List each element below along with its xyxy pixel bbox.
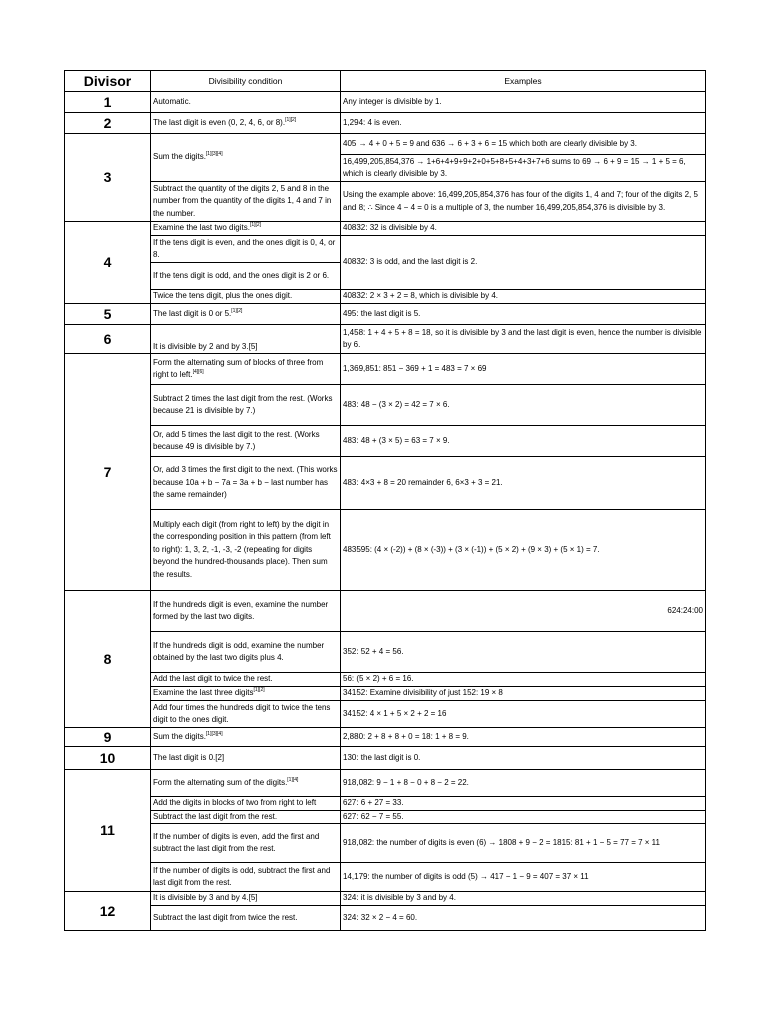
example-cell: 40832: 32 is divisible by 4.	[341, 222, 706, 236]
condition-cell: If the hundreds digit is odd, examine the number obtained by the last two digits plus 4.	[151, 632, 341, 673]
condition-text: Form the alternating sum of the digits.	[153, 777, 288, 787]
example-cell: 352: 52 + 4 = 56.	[341, 632, 706, 673]
example-cell: 34152: 4 × 1 + 5 × 2 + 2 = 16	[341, 701, 706, 728]
example-cell: 16,499,205,854,376 → 1+6+4+9+9+2+0+5+8+5+4+3+7+6 sums to 69 → 6 + 9 = 15 → 1 + 5 = 6, which is clearly divisible by 3.	[341, 155, 706, 182]
citation: [1][3][4]	[205, 151, 223, 158]
table-row	[65, 222, 706, 236]
example-cell: 1,294: 4 is even.	[341, 113, 706, 134]
example-cell: 483: 48 + (3 × 5) = 63 = 7 × 9.	[341, 426, 706, 457]
example-cell: 324: 32 × 2 − 4 = 60.	[341, 906, 706, 931]
citation: [1][2]	[231, 307, 243, 314]
condition-cell: Or, add 5 times the last digit to the rest. (Works because 49 is divisible by 7.)	[151, 426, 341, 457]
condition-cell	[151, 304, 341, 325]
condition-text: Form the alternating sum of blocks of three from right to left.	[153, 357, 324, 379]
table-row	[65, 385, 706, 426]
table-row	[65, 134, 706, 155]
example-cell: 918,082: the number of digits is even (6) → 1808 + 9 − 2 = 1815: 81 + 1 − 5 = 77 = 7 × 11	[341, 824, 706, 863]
table-row	[65, 770, 706, 797]
header-divisor: Divisor	[65, 71, 151, 92]
condition-text: Examine the last two digits.	[153, 223, 250, 233]
citation: [1][4]	[287, 776, 299, 783]
condition-cell	[151, 728, 341, 747]
citation: [1][2]	[249, 222, 262, 229]
condition-cell: Add four times the hundreds digit to twice the tens digit to the ones digit.	[151, 701, 341, 728]
example-cell: 627: 62 − 7 = 55.	[341, 810, 706, 824]
example-cell: Any integer is divisible by 1.	[341, 92, 706, 113]
table-row	[65, 906, 706, 931]
divisor-cell: 1	[65, 92, 151, 113]
condition-cell	[151, 113, 341, 134]
divisor-cell: 12	[65, 892, 151, 931]
table-row	[65, 747, 706, 770]
divisor-cell: 8	[65, 591, 151, 728]
table-row	[65, 236, 706, 263]
citation: [1][2]	[285, 116, 297, 123]
condition-cell: Add the last digit to twice the rest.	[151, 673, 341, 687]
table-row	[65, 824, 706, 863]
condition-cell: Multiply each digit (from right to left) by the digit in the corresponding position in this pattern (from left to right): 1, 3, 2, -1, -3, -2 (repeating for digits beyond the hundred-thousands place). Then sum the results.	[151, 510, 341, 591]
table-row	[65, 92, 706, 113]
condition-cell	[151, 134, 341, 182]
example-cell: 483: 48 − (3 × 2) = 42 = 7 × 6.	[341, 385, 706, 426]
example-cell: 14,179: the number of digits is odd (5) → 417 − 1 − 9 = 407 = 37 × 11	[341, 863, 706, 892]
condition-cell: Or, add 3 times the first digit to the next. (This works because 10a + b − 7a = 3a + b − last number has the same remainder)	[151, 457, 341, 510]
header-examples: Examples	[341, 71, 706, 92]
divisor-cell: 6	[65, 325, 151, 354]
condition-text: Sum the digits.	[153, 731, 206, 741]
condition-cell: Twice the tens digit, plus the ones digit.	[151, 290, 341, 304]
condition-cell: If the hundreds digit is even, examine the number formed by the last two digits.	[151, 591, 341, 632]
table-row	[65, 701, 706, 728]
condition-cell: Subtract the quantity of the digits 2, 5 and 8 in the number from the quantity of the digits 1, 4 and 7 in the number.	[151, 182, 341, 222]
table-row	[65, 426, 706, 457]
condition-cell: The last digit is 0.[2]	[151, 747, 341, 770]
condition-cell: Subtract 2 times the last digit from the rest. (Works because 21 is divisible by 7.)	[151, 385, 341, 426]
table-row	[65, 892, 706, 906]
table-row	[65, 304, 706, 325]
example-cell: 627: 6 + 27 = 33.	[341, 797, 706, 811]
condition-cell: Add the digits in blocks of two from right to left	[151, 797, 341, 811]
condition-cell: If the tens digit is even, and the ones digit is 0, 4, or 8.	[151, 236, 341, 263]
table-row	[65, 113, 706, 134]
table-row	[65, 354, 706, 385]
condition-text: Sum the digits.	[153, 152, 206, 162]
table-row	[65, 728, 706, 747]
condition-cell	[151, 354, 341, 385]
header-row	[65, 71, 706, 92]
citation: [1][2]	[253, 687, 265, 694]
example-cell: 40832: 3 is odd, and the last digit is 2.	[341, 236, 706, 290]
condition-cell: If the number of digits is even, add the first and subtract the last digit from the rest.	[151, 824, 341, 863]
table-row	[65, 182, 706, 222]
condition-cell: It is divisible by 2 and by 3.[5]	[151, 325, 341, 354]
condition-cell: Subtract the last digit from twice the rest.	[151, 906, 341, 931]
condition-cell: If the number of digits is odd, subtract the first and last digit from the rest.	[151, 863, 341, 892]
condition-cell: Subtract the last digit from the rest.	[151, 810, 341, 824]
divisor-cell: 3	[65, 134, 151, 222]
condition-text: The last digit is even (0, 2, 4, 6, or 8).	[153, 117, 286, 127]
divisor-cell: 10	[65, 747, 151, 770]
example-cell: 405 → 4 + 0 + 5 = 9 and 636 → 6 + 3 + 6 = 15 which both are clearly divisible by 3.	[341, 134, 706, 155]
example-cell: 483: 4×3 + 8 = 20 remainder 6, 6×3 + 3 = 21.	[341, 457, 706, 510]
divisor-cell: 11	[65, 770, 151, 892]
condition-cell: Automatic.	[151, 92, 341, 113]
condition-cell: If the tens digit is odd, and the ones digit is 2 or 6.	[151, 263, 341, 290]
condition-cell	[151, 687, 341, 701]
condition-cell: It is divisible by 3 and by 4.[5]	[151, 892, 341, 906]
divisor-cell: 9	[65, 728, 151, 747]
table-row	[65, 591, 706, 632]
divisor-cell: 4	[65, 222, 151, 304]
example-cell: 2,880: 2 + 8 + 8 + 0 = 18: 1 + 8 = 9.	[341, 728, 706, 747]
table-row	[65, 510, 706, 591]
table-row	[65, 810, 706, 824]
header-condition: Divisibility condition	[151, 71, 341, 92]
condition-cell	[151, 222, 341, 236]
example-cell: 40832: 2 × 3 + 2 = 8, which is divisible by 4.	[341, 290, 706, 304]
example-cell: 624:24:00	[341, 591, 706, 632]
example-cell: 56: (5 × 2) + 6 = 16.	[341, 673, 706, 687]
example-cell: 483595: (4 × (-2)) + (8 × (-3)) + (3 × (-1)) + (5 × 2) + (9 × 3) + (5 × 1) = 7.	[341, 510, 706, 591]
divisor-cell: 7	[65, 354, 151, 591]
table-row	[65, 457, 706, 510]
divisor-cell: 2	[65, 113, 151, 134]
table-row	[65, 863, 706, 892]
table-row	[65, 325, 706, 354]
table-row	[65, 632, 706, 673]
example-cell: 918,082: 9 − 1 + 8 − 0 + 8 − 2 = 22.	[341, 770, 706, 797]
condition-cell	[151, 770, 341, 797]
citation: [4][6]	[192, 369, 204, 375]
example-cell: 1,458: 1 + 4 + 5 + 8 = 18, so it is divisible by 3 and the last digit is even, hence the number is divisible by 6.	[341, 325, 706, 354]
divisor-cell: 5	[65, 304, 151, 325]
table-row	[65, 673, 706, 687]
table-row	[65, 797, 706, 811]
citation: [1][3][4]	[205, 730, 223, 737]
condition-text: The last digit is 0 or 5.	[153, 308, 232, 318]
table-row	[65, 290, 706, 304]
example-cell: 324: it is divisible by 3 and by 4.	[341, 892, 706, 906]
divisibility-table	[64, 70, 706, 931]
example-cell: 130: the last digit is 0.	[341, 747, 706, 770]
example-cell: Using the example above: 16,499,205,854,376 has four of the digits 1, 4 and 7; four of the digits 2, 5 and 8; ∴ Since 4 − 4 = 0 is a multiple of 3, the number 16,499,205,854,376 is divisible by 3.	[341, 182, 706, 222]
condition-text: Examine the last three digits	[153, 688, 254, 698]
example-cell: 34152: Examine divisibility of just 152: 19 × 8	[341, 687, 706, 701]
example-cell: 1,369,851: 851 − 369 + 1 = 483 = 7 × 69	[341, 354, 706, 385]
table-row	[65, 687, 706, 701]
example-cell: 495: the last digit is 5.	[341, 304, 706, 325]
